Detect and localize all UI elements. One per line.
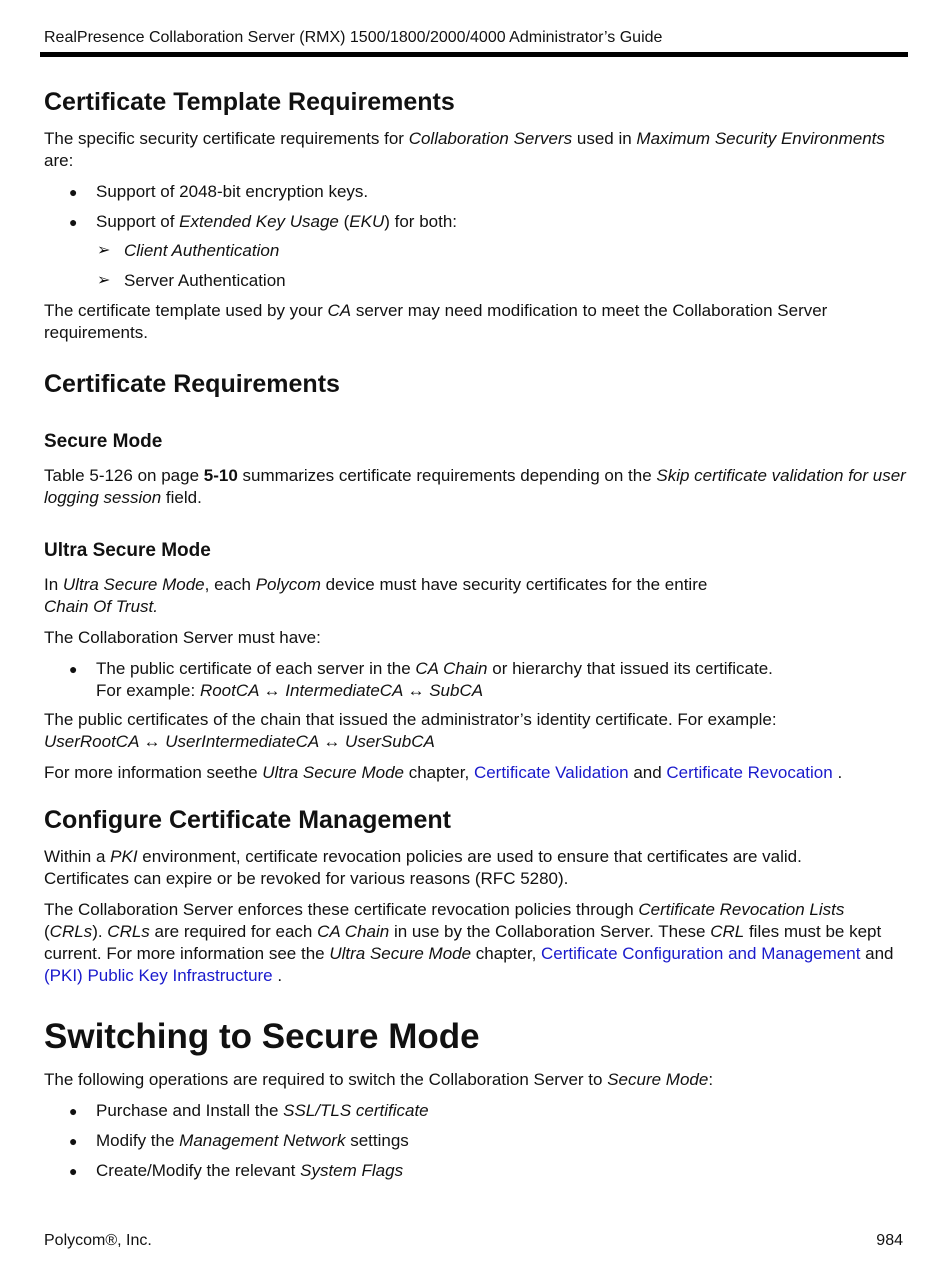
list-item: ● The public certificate of each server in the CA Chain or hierarchy that issued its certificate. For example: RootCA ↔ IntermediateCA ↔ SubCA bbox=[69, 659, 773, 700]
list-item: ● Support of 2048-bit encryption keys. bbox=[69, 182, 369, 201]
chapter-heading-switching-to-secure-mode: Switching to Secure Mode bbox=[44, 1017, 480, 1056]
section-heading-template-requirements: Certificate Template Requirements bbox=[44, 88, 455, 116]
section-heading-certificate-requirements: Certificate Requirements bbox=[44, 370, 340, 398]
page-number: 984 bbox=[876, 1232, 903, 1249]
configure-paragraph-1: Within a PKI environment, certificate revocation policies are used to ensure that certificates are valid. Certificates can expire or be revoked for various reasons (RFC 5280). bbox=[44, 847, 802, 888]
template-intro: The specific security certificate requirements for Collaboration Servers used in Maximum Security Environments are: bbox=[44, 129, 885, 170]
running-header: RealPresence Collaboration Server (RMX) 1500/1800/2000/4000 Administrator’s Guide bbox=[44, 29, 663, 46]
section-heading-configure-certificate-management: Configure Certificate Management bbox=[44, 806, 452, 834]
configure-paragraph-2: The Collaboration Server enforces these certificate revocation policies through Certificate Revocation Lists (CRLs). CRLs are required for each CA Chain in use by the Collaboration Server. These CRL files must be kept current. For more information see the Ultra Secure Mode chapter, Certificate Configuration and Management and (PKI) Public Key Infrastructure . bbox=[44, 900, 894, 985]
list-item: ● Modify the Management Network settings bbox=[69, 1131, 409, 1150]
template-outro: The certificate template used by your CA server may need modification to meet the Collaboration Server requirements. bbox=[44, 301, 828, 342]
list-item: ● Purchase and Install the SSL/TLS certificate bbox=[69, 1101, 429, 1120]
sub-list-item: ➢ Server Authentication bbox=[97, 271, 286, 290]
link-pki-public-key-infrastructure[interactable]: (PKI) Public Key Infrastructure bbox=[44, 966, 273, 985]
bullet-icon: ● bbox=[69, 1163, 78, 1179]
bullet-icon: ● bbox=[69, 214, 78, 230]
subsection-heading-secure-mode: Secure Mode bbox=[44, 431, 163, 452]
bullet-icon: ● bbox=[69, 1103, 78, 1119]
secure-mode-paragraph: Table 5-126 on page 5-10 summarizes certificate requirements depending on the Skip certificate validation for user logging session field. bbox=[44, 466, 906, 507]
subsection-heading-ultra-secure-mode: Ultra Secure Mode bbox=[44, 540, 211, 561]
ultra-paragraph-1: In Ultra Secure Mode, each Polycom device must have security certificates for the entire Chain Of Trust. bbox=[44, 575, 708, 616]
link-certificate-validation[interactable]: Certificate Validation bbox=[473, 763, 629, 782]
bullet-icon: ● bbox=[69, 184, 78, 200]
bullet-icon: ● bbox=[69, 661, 78, 677]
header-rule bbox=[40, 52, 908, 57]
list-item: ● Create/Modify the relevant System Flags bbox=[69, 1161, 404, 1180]
arrow-bullet-icon: ➢ bbox=[97, 272, 111, 289]
arrow-bullet-icon: ➢ bbox=[97, 242, 111, 259]
link-certificate-revocation[interactable]: Certificate Revocation bbox=[666, 763, 833, 782]
ultra-paragraph-4: For more information seethe Ultra Secure Mode chapter, Certificate Validation and Certificate Revocation . bbox=[44, 763, 843, 782]
bullet-icon: ● bbox=[69, 1133, 78, 1149]
ultra-paragraph-2: The Collaboration Server must have: bbox=[44, 628, 321, 647]
ultra-paragraph-3: The public certificates of the chain that issued the administrator’s identity certificate. For example: UserRootCA ↔ UserIntermediateCA ↔ UserSubCA bbox=[44, 710, 777, 751]
sub-list-item: ➢ Client Authentication bbox=[97, 241, 280, 260]
list-item: ● Support of Extended Key Usage (EKU) for both: bbox=[69, 212, 458, 231]
switching-intro: The following operations are required to switch the Collaboration Server to Secure Mode: bbox=[44, 1070, 714, 1089]
page-content bbox=[44, 86, 906, 1182]
link-certificate-configuration-and-management[interactable]: Certificate Configuration and Management bbox=[541, 944, 861, 963]
footer-company: Polycom®, Inc. bbox=[44, 1232, 152, 1249]
